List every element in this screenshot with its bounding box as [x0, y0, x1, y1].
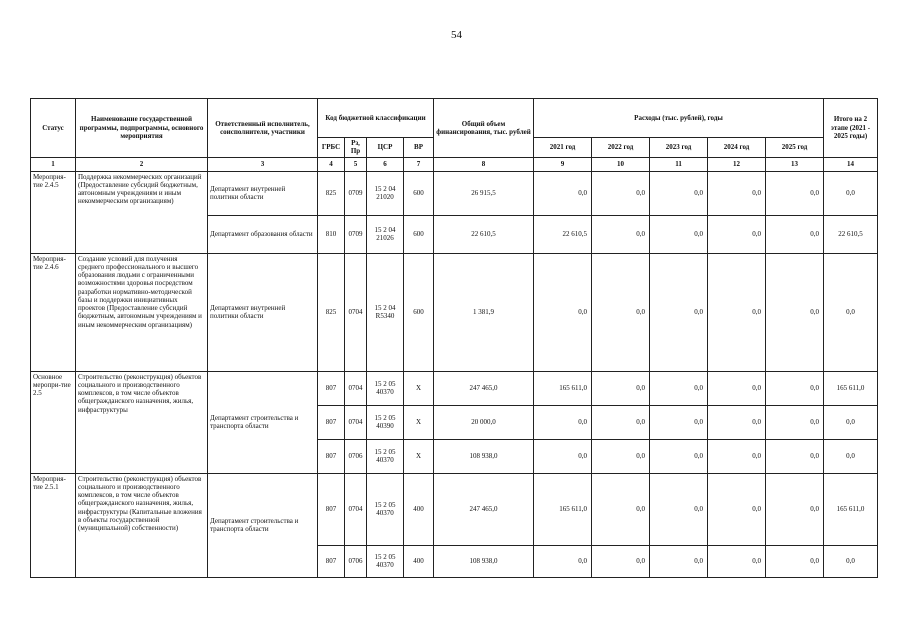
header-vr: ВР — [404, 138, 434, 158]
budget-table — [30, 98, 878, 578]
cell-total: 247 465,0 — [434, 371, 534, 405]
cell-vr: 600 — [404, 253, 434, 371]
cell-csr: 15 2 05 40390 — [367, 405, 404, 439]
cell-csr: 15 2 05 40370 — [367, 545, 404, 577]
col-num: 5 — [345, 157, 367, 171]
cell-itogo: 0,0 — [824, 439, 878, 473]
cell-itogo: 165 611,0 — [824, 473, 878, 545]
cell-vr: 400 — [404, 545, 434, 577]
cell-2022: 0,0 — [592, 215, 650, 253]
cell-csr: 15 2 04 21026 — [367, 215, 404, 253]
cell-vr: X — [404, 439, 434, 473]
header-grbs: ГРБС — [318, 138, 345, 158]
row-name: Поддержка некоммерческих организаций (Предоставление субсидий бюджетным, автономным учреждениям и иным некоммерческим организациям) — [76, 171, 208, 253]
header-status: Статус — [31, 99, 76, 158]
cell-grbs: 807 — [318, 473, 345, 545]
cell-2025: 0,0 — [766, 405, 824, 439]
cell-2023: 0,0 — [650, 215, 708, 253]
cell-vr: 600 — [404, 215, 434, 253]
cell-csr: 15 2 05 40370 — [367, 371, 404, 405]
header-name: Наименование государственной программы, подпрограммы, основного мероприятия — [76, 99, 208, 158]
col-num: 10 — [592, 157, 650, 171]
cell-csr: 15 2 04 R5340 — [367, 253, 404, 371]
cell-2021: 0,0 — [534, 405, 592, 439]
header-rzpr: Рз, Пр — [345, 138, 367, 158]
header-2021: 2021 год — [534, 138, 592, 158]
header-executor: Ответственный исполнитель, соисполнители, участники — [208, 99, 318, 158]
col-num: 4 — [318, 157, 345, 171]
cell-2025: 0,0 — [766, 371, 824, 405]
col-num: 14 — [824, 157, 878, 171]
cell-2025: 0,0 — [766, 545, 824, 577]
cell-2022: 0,0 — [592, 171, 650, 215]
cell-rzpr: 0706 — [345, 545, 367, 577]
row-status: Мероприя-тие 2.4.5 — [31, 171, 76, 253]
table-row — [31, 171, 878, 215]
col-num: 6 — [367, 157, 404, 171]
cell-2023: 0,0 — [650, 473, 708, 545]
cell-2024: 0,0 — [708, 215, 766, 253]
cell-total: 108 938,0 — [434, 439, 534, 473]
cell-rzpr: 0704 — [345, 473, 367, 545]
table-row — [31, 371, 878, 405]
row-executor: Департамент строительства и транспорта области — [208, 473, 318, 577]
cell-vr: 600 — [404, 171, 434, 215]
row-executor: Департамент строительства и транспорта области — [208, 371, 318, 473]
cell-2025: 0,0 — [766, 253, 824, 371]
header-2025: 2025 год — [766, 138, 824, 158]
cell-2025: 0,0 — [766, 171, 824, 215]
cell-vr: 400 — [404, 473, 434, 545]
table-row — [31, 253, 878, 371]
header-itogo: Итого на 2 этапе (2021 - 2025 годы) — [824, 99, 878, 158]
cell-2022: 0,0 — [592, 473, 650, 545]
cell-2022: 0,0 — [592, 439, 650, 473]
table-row — [31, 473, 878, 545]
cell-itogo: 0,0 — [824, 253, 878, 371]
cell-2021: 0,0 — [534, 439, 592, 473]
header-2022: 2022 год — [592, 138, 650, 158]
cell-grbs: 807 — [318, 439, 345, 473]
cell-2025: 0,0 — [766, 473, 824, 545]
cell-2023: 0,0 — [650, 371, 708, 405]
cell-2021: 0,0 — [534, 171, 592, 215]
cell-rzpr: 0704 — [345, 371, 367, 405]
header-2023: 2023 год — [650, 138, 708, 158]
cell-itogo: 0,0 — [824, 405, 878, 439]
cell-total: 20 000,0 — [434, 405, 534, 439]
cell-total: 247 465,0 — [434, 473, 534, 545]
cell-itogo: 0,0 — [824, 171, 878, 215]
row-executor: Департамент внутренней политики области — [208, 171, 318, 215]
cell-2023: 0,0 — [650, 545, 708, 577]
col-num: 3 — [208, 157, 318, 171]
cell-2022: 0,0 — [592, 405, 650, 439]
cell-2021: 22 610,5 — [534, 215, 592, 253]
row-status: Основное меропри-тие 2.5 — [31, 371, 76, 473]
cell-vr: X — [404, 405, 434, 439]
cell-total: 26 915,5 — [434, 171, 534, 215]
cell-total: 22 610,5 — [434, 215, 534, 253]
cell-grbs: 807 — [318, 545, 345, 577]
header-csr: ЦСР — [367, 138, 404, 158]
col-num: 12 — [708, 157, 766, 171]
cell-2024: 0,0 — [708, 405, 766, 439]
cell-2024: 0,0 — [708, 171, 766, 215]
col-num: 11 — [650, 157, 708, 171]
col-num: 1 — [31, 157, 76, 171]
cell-rzpr: 0709 — [345, 171, 367, 215]
cell-rzpr: 0709 — [345, 215, 367, 253]
row-name: Создание условий для получения среднего профессионального и высшего образования людьми с ограниченными возможностями здоровья посредством разработки нормативно-методической базы и поддержки инициативных проектов (Предоставление субсидий бюджетным, автономным учреждениям и иным некоммерческим организациям) — [76, 253, 208, 371]
cell-itogo: 0,0 — [824, 545, 878, 577]
cell-grbs: 807 — [318, 371, 345, 405]
cell-itogo: 165 611,0 — [824, 371, 878, 405]
cell-2024: 0,0 — [708, 439, 766, 473]
cell-2022: 0,0 — [592, 545, 650, 577]
cell-rzpr: 0706 — [345, 439, 367, 473]
header-row — [31, 99, 878, 138]
cell-rzpr: 0704 — [345, 253, 367, 371]
cell-grbs: 825 — [318, 171, 345, 215]
row-status: Мероприя-тие 2.5.1 — [31, 473, 76, 577]
row-executor: Департамент внутренней политики области — [208, 253, 318, 371]
cell-rzpr: 0704 — [345, 405, 367, 439]
row-executor: Департамент образования области — [208, 215, 318, 253]
row-name: Строительство (реконструкция) объектов социального и производственного комплексов, в том числе объектов общегражданского назначения, жилья, инфраструктуры (Капитальные вложения в объекты государственной (муниципальной) собственности) — [76, 473, 208, 577]
cell-csr: 15 2 05 40370 — [367, 473, 404, 545]
column-number-row — [31, 157, 878, 171]
cell-2023: 0,0 — [650, 439, 708, 473]
cell-2025: 0,0 — [766, 439, 824, 473]
cell-itogo: 22 610,5 — [824, 215, 878, 253]
cell-2023: 0,0 — [650, 171, 708, 215]
col-num: 9 — [534, 157, 592, 171]
cell-2025: 0,0 — [766, 215, 824, 253]
cell-grbs: 825 — [318, 253, 345, 371]
cell-2023: 0,0 — [650, 253, 708, 371]
cell-total: 1 381,9 — [434, 253, 534, 371]
col-num: 8 — [434, 157, 534, 171]
cell-grbs: 807 — [318, 405, 345, 439]
header-budget-code: Код бюджетной классификации — [318, 99, 434, 138]
row-name: Строительство (реконструкция) объектов социального и производственного комплексов, в том числе объектов общегражданского назначения, жилья, инфраструктуры — [76, 371, 208, 473]
cell-2024: 0,0 — [708, 371, 766, 405]
cell-2021: 165 611,0 — [534, 371, 592, 405]
cell-vr: X — [404, 371, 434, 405]
col-num: 7 — [404, 157, 434, 171]
col-num: 13 — [766, 157, 824, 171]
cell-2021: 0,0 — [534, 253, 592, 371]
cell-2024: 0,0 — [708, 473, 766, 545]
cell-2024: 0,0 — [708, 253, 766, 371]
cell-grbs: 810 — [318, 215, 345, 253]
header-2024: 2024 год — [708, 138, 766, 158]
cell-2023: 0,0 — [650, 405, 708, 439]
row-status: Мероприя-тие 2.4.6 — [31, 253, 76, 371]
cell-2021: 0,0 — [534, 545, 592, 577]
cell-2024: 0,0 — [708, 545, 766, 577]
page-number: 54 — [451, 29, 462, 41]
cell-2021: 165 611,0 — [534, 473, 592, 545]
header-total-volume: Общий объем финансирования, тыс. рублей — [434, 99, 534, 158]
cell-csr: 15 2 04 21020 — [367, 171, 404, 215]
header-expenses: Расходы (тыс. рублей), годы — [534, 99, 824, 138]
col-num: 2 — [76, 157, 208, 171]
cell-2022: 0,0 — [592, 371, 650, 405]
cell-csr: 15 2 05 40370 — [367, 439, 404, 473]
cell-total: 108 938,0 — [434, 545, 534, 577]
cell-2022: 0,0 — [592, 253, 650, 371]
